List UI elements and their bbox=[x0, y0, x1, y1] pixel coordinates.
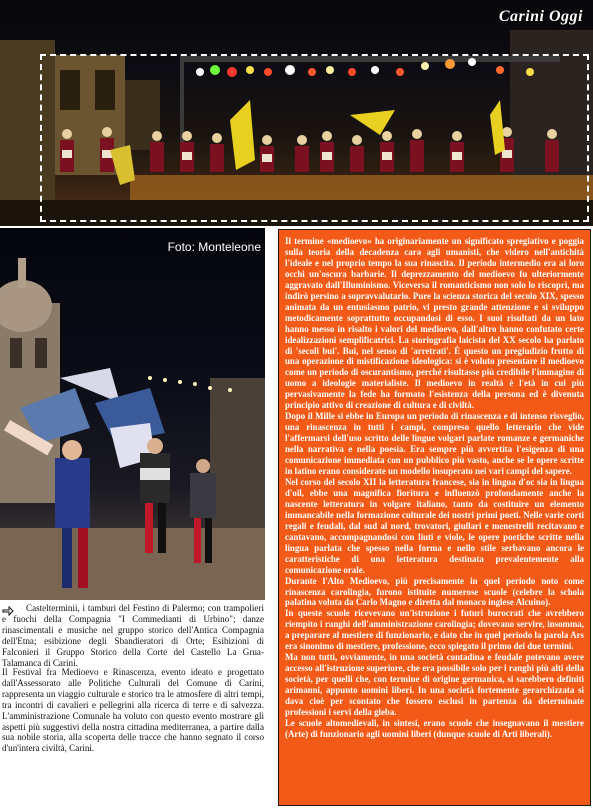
window bbox=[95, 70, 115, 110]
article-paragraph: Le scuole altomedievali, in sintesi, erano scuole che insegnavano il mestiere (Arte) di funzionario agli uomini liberi (dunque scuole di Arti liberali). bbox=[285, 717, 584, 739]
article-paragraph: Il termine «medioevo» ha originariamente un significato spregiativo e poggia sulla teoria della decadenza cara agli umanisti, che videro nell'antichità l'ideale e nel proprio tempo la sua rinascita. Il periodo intermedio era ai loro occhi un'oscura barbarie. Il deprezzamento del medioevo fu ulteriormente aggravato dall'Illuminismo. Viceversa il romanticismo non solo lo riscoprì, ma indirò persino a sopravvalutarlo. Pure la scienza storica del secolo XIX, spesso animata da un entusiasmo patrio, vi presto grande attenzione e si sviluppo metodicamente soprattutto occupandosi di esso. I suoi risultati da un lato hanno messo in risalto i valori del medioevo, dall'altro hanno confutato certe idealizzazioni semplificatrici. La storiografia laicista del XX secolo ha parlato di 'secoli bui'. Bui, nel senso di 'arretrati'. È questo un pregiudizio frutto di una operazione di mistificazione ideologica: si è voluto presentare il medioevo come un periodo di oscurantismo, perché risultasse più credibile l'immagine di uomo a ideologie materialiste. Il medioevo in realtà è l'età in cui più pervasivamente la fede ha formato l'esistenza della persona ed è divenuta principio attivo di creazione di cultura e di civiltà. bbox=[285, 236, 584, 411]
top-photo-festival-stage bbox=[0, 0, 593, 226]
building-facade bbox=[0, 40, 55, 200]
domed-building bbox=[0, 258, 60, 503]
left-photo-flag-wavers bbox=[0, 228, 265, 600]
article-paragraph: In queste scuole ricevevano un'istruzione i futuri burocrati che avrebbero riempito i ranghi dell'amministrazione carolingia; dovevano servire, insomma, a preparare al mestiere di funzionario, e dato che in quel periodo la parola Ars era sinonimo di mestiere, professione, ecco spiegato il primo dei due termini. bbox=[285, 608, 584, 652]
caption-paragraph: Il Festival fra Medioevo e Rinascenza, evento ideato e progettato dall'Assessorato alle Politiche Culturali del Comune di Carini, rappresenta un viaggio culturale e storico tra le atmosfere di altri tempi, tra incontri di cavalieri e pellegrini alla ricerca di terre e di salvezza. L'amministrazione Comunale ha voluto con questo evento mostrare gli aspetti più suggestivi della nostra cittadina mediterranea, a partire dalla sua nobile storia, alla scoperta delle tracce che hanno segnato il corso d'un'intera civiltà, Carini. bbox=[2, 667, 264, 754]
flag-wavers-illustration bbox=[0, 228, 265, 600]
article-paragraph: Ma non tutti, ovviamente, in una società contadina e feudale potevano avere accesso all'istruzione superiore, che era possibile solo per i ranghi più alti della società, per quelli che, con termine di origine germanica, si sarebbero definiti arimanni, appunto uomini liberi. In una società fortemente gerarchizzata si dava cioè per scontato che fossero esclusi in partenza da determinate professioni i servi della gleba. bbox=[285, 652, 584, 717]
piazza-ground bbox=[0, 528, 265, 600]
article-body bbox=[285, 236, 584, 740]
photo-credit: Foto: Monteleone bbox=[167, 240, 261, 254]
stage-illustration bbox=[0, 0, 593, 226]
window bbox=[60, 70, 80, 110]
stage-truss bbox=[180, 56, 560, 62]
magazine-brand: Carini Oggi bbox=[498, 8, 583, 25]
photo-caption bbox=[0, 603, 265, 810]
caption-paragraph: Castelterminii, i tamburi del Festino di Palermo; con trampolieri e fuochi della Compagnia "I Commedianti di Urbino"; danze rinascimentali e musiche nel gruppo storico dell'Antica Compagnia dell'Etna; esibizione degli Sbandieratori di Orte; Esibizioni di Falconieri il Gruppo Storico della Corte del Castello La Grua-Talamanca di Carini. bbox=[2, 603, 264, 668]
audience-area bbox=[0, 200, 593, 226]
article-paragraph: Nel corso del secolo XII la letteratura francese, sia in lingua d'oc sia in lingua d'oil, ebbe una magnifica fioritura e influenzò profondamente anche la nascente letteratura in volgare italiano, tanto da costituire un elemento immancabile nella formazione culturale dei nostri primi poeti. Nelle varie corti regali e feudali, dal sud al nord, trovatori, giullari e menestrelli recitavano e cantavano, accompagnandosi con liuti e viole, le opere poetiche scritte nella lingua parlata che spesso nella forma e nello stile serbavano ancora le caratteristiche di una letteratura destinata prevalentemente alla comunicazione orale. bbox=[285, 476, 584, 575]
article-paragraph: Durante l'Alto Medioevo, più precisamente in quel periodo noto come rinascenza carolingia, furono istituite numerose scuole (celebre la schola palatina voluta da Carlo Magno e diretta dal monaco inglese Alcuino). bbox=[285, 575, 584, 608]
building-facade bbox=[210, 378, 265, 538]
article-paragraph: Dopo il Mille si ebbe in Europa un periodo di rinascenza e di intenso risveglio, una rinascenza in tutti i campi, compreso quello letterario che vide l'affermarsi dell'uso scritto delle lingue volgari parlate romanze e germaniche nella narrativa e nella poesia. Era sempre più avvertita l'esigenza di una comunicazione immediata con un pubblico più vasto, anche se le opere scritte in latino erano considerate un modello insuperato nei vari campi del sapere. bbox=[285, 411, 584, 477]
article-box bbox=[278, 229, 591, 806]
